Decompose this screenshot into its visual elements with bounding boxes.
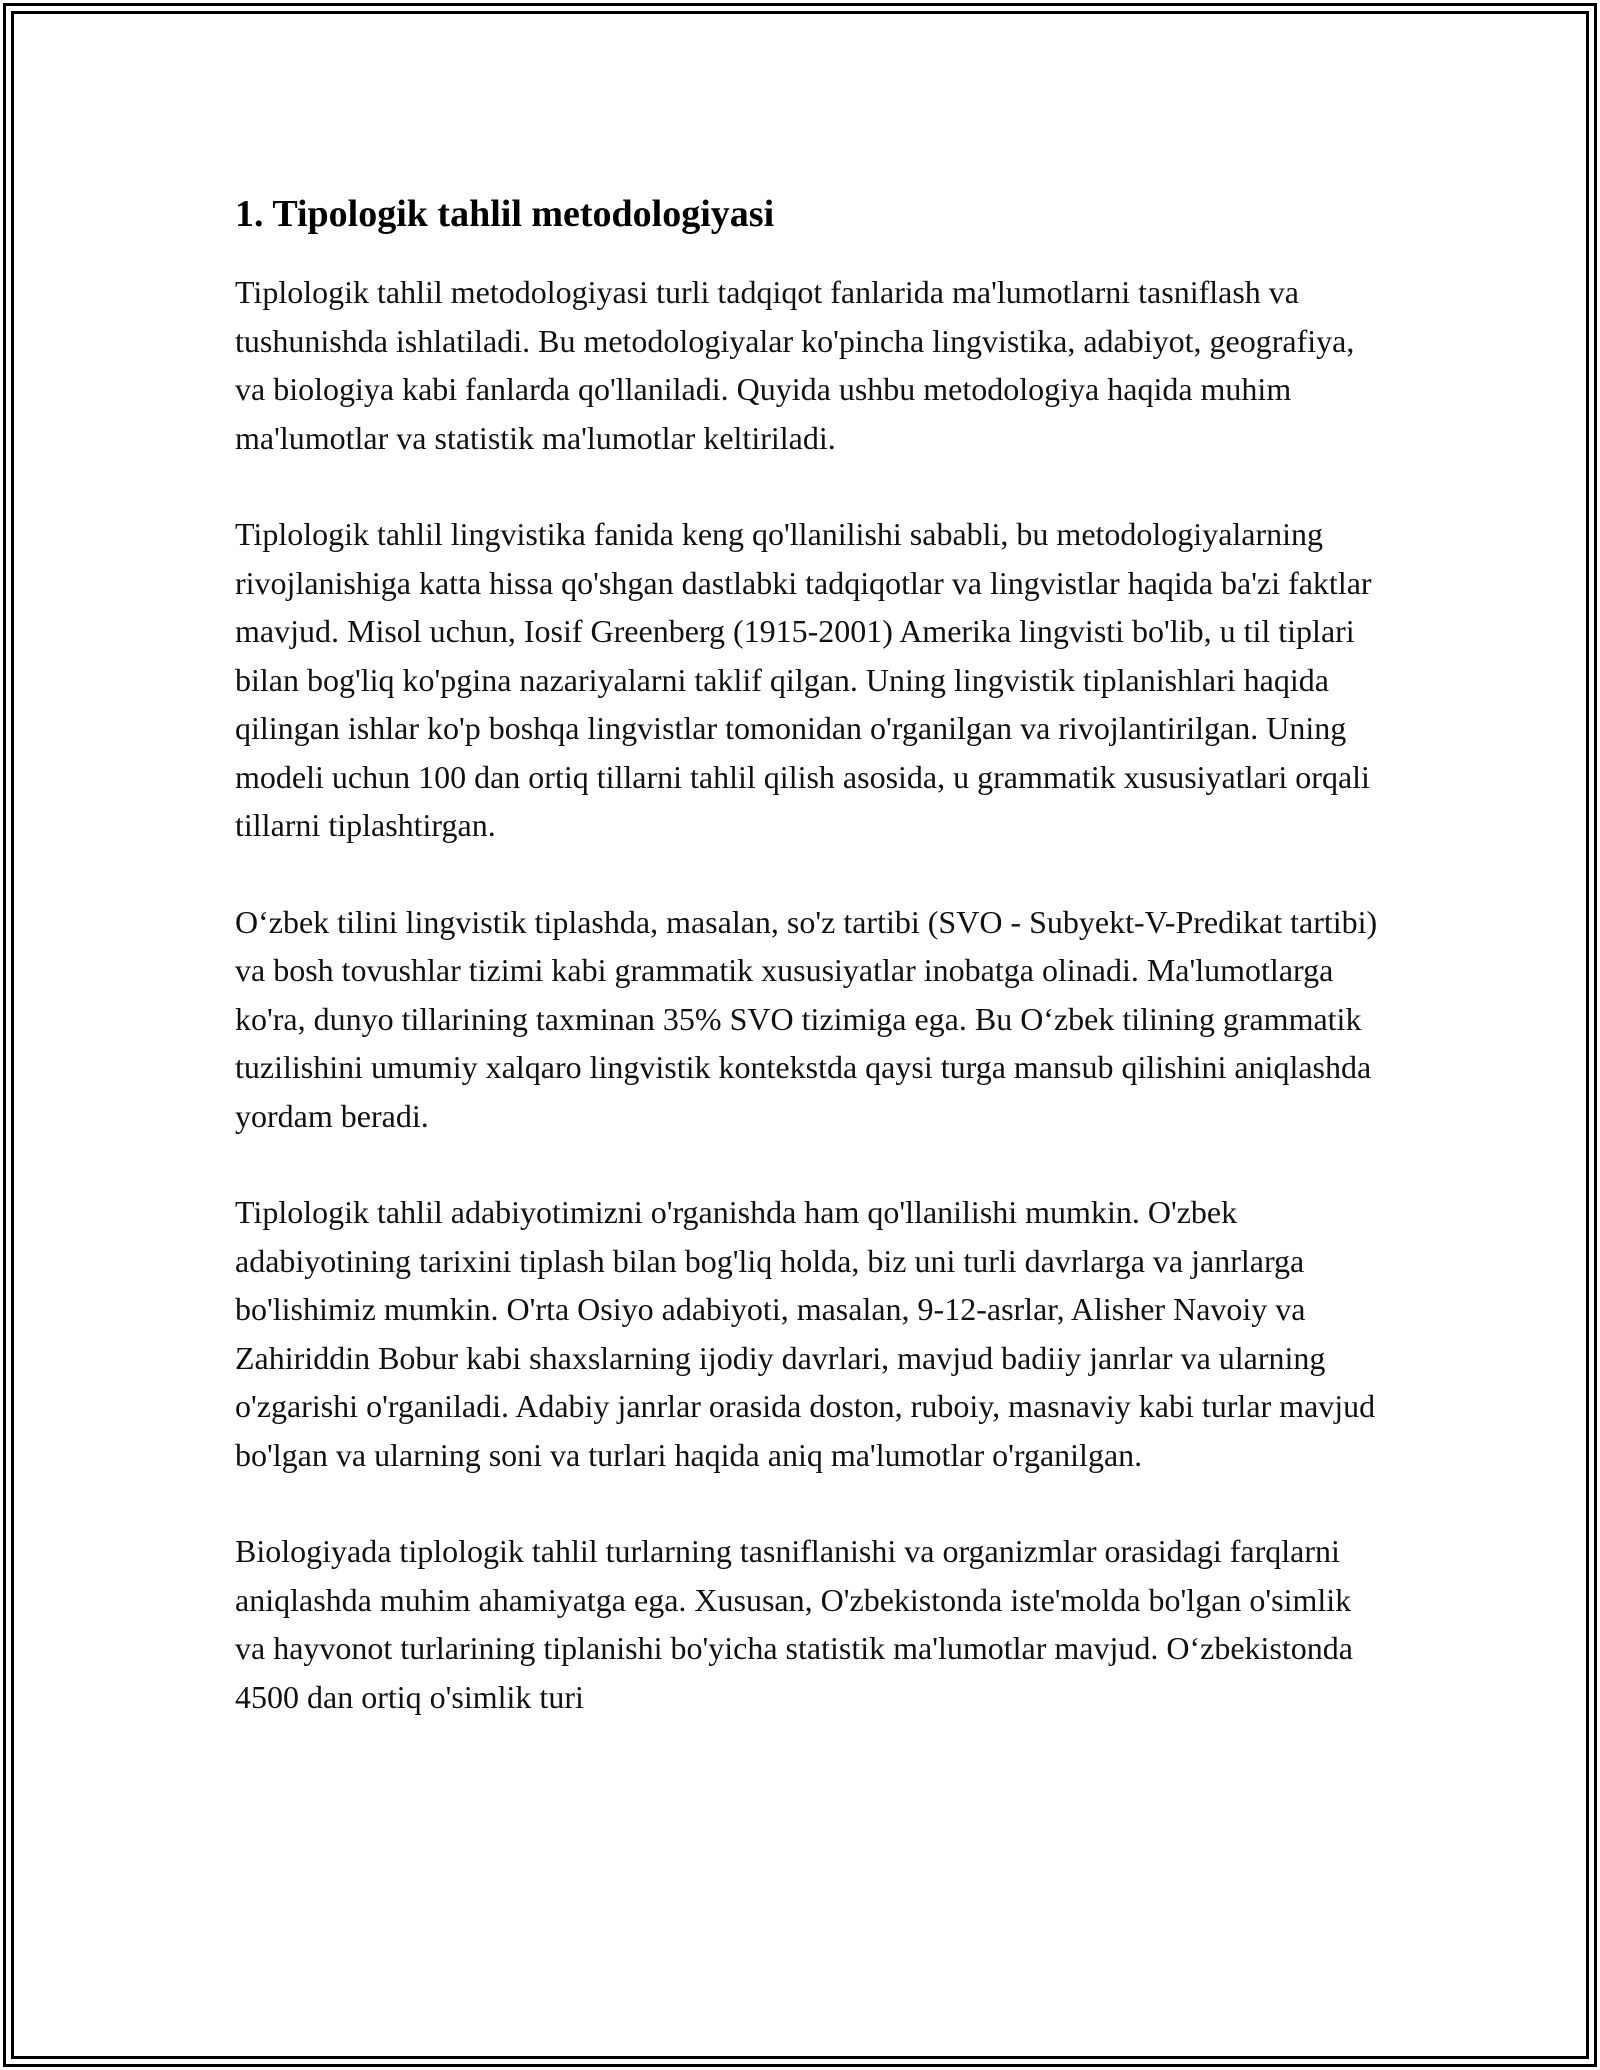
paragraph-uzbek-language: O‘zbek tilini lingvistik tiplashda, masalan, so'z tartibi (SVO - Subyekt-V-Predikat tartibi) va bosh tovushlar tizimi kabi grammatik xususiyatlar inobatga olinadi. Ma'lumotlarga ko'ra, dunyo tillarining taxminan 35% SVO tizimiga ega. Bu O‘zbek tilining grammatik tuzilishini umumiy xalqaro lingvistik kontekstda qaysi turga mansub qilishini aniqlashda yordam beradi. <box>235 903 1378 1134</box>
paragraph-literature: Tiplologik tahlil adabiyotimizni o'rganishda ham qo'llanilishi mumkin. O'zbek adabiyotining tarixini tiplash bilan bog'liq holda, biz uni turli davrlarga va janrlarga bo'lishimiz mumkin. O'rta Osiyo adabiyoti, masalan, 9-12-asrlar, Alisher Navoiy va Zahiriddin Bobur kabi shaxslarning ijodiy davrlari, mavjud badiiy janrlar va ularning o'zgarishi o'rganiladi. Adabiy janrlar orasida doston, ruboiy, masnaviy kabi turlar mavjud bo'lgan va ularning soni va turlari haqida aniq ma'lumotlar o'rganilgan. <box>235 1194 1376 1473</box>
section-heading: 1. Tipologik tahlil metodologiyasi <box>235 193 775 235</box>
paragraph-biology: Biologiyada tiplologik tahlil turlarning tasniflanishi va organizmlar orasidagi farqlarni aniqlashda muhim ahamiyatga ega. Xususan, O'zbekistonda iste'molda bo'lgan o'simlik va hayvonot turlarining tiplanishi bo'yicha statistik ma'lumotlar mavjud. O‘zbekistonda 4500 dan ortiq o'simlik turi <box>235 1533 1353 1715</box>
document-body <box>235 186 1385 1769</box>
paragraph-linguistics: Tiplologik tahlil lingvistika fanida keng qo'llanilishi sababli, bu metodologiyalarning rivojlanishiga katta hissa qo'shgan dastlabki tadqiqotlar va lingvistlar haqida ba'zi faktlar mavjud. Misol uchun, Iosif Greenberg (1915-2001) Amerika lingvisti bo'lib, u til tiplari bilan bog'liq ko'pgina nazariyalarni taklif qilgan. Uning lingvistik tiplanishlari haqida qilingan ishlar ko'p boshqa lingvistlar tomonidan o'rganilgan va rivojlantirilgan. Uning modeli uchun 100 dan ortiq tillarni tahlil qilish asosida, u grammatik xususiyatlari orqali tillarni tiplashtirgan. <box>235 516 1372 843</box>
paragraph-intro: Tiplologik tahlil metodologiyasi turli tadqiqot fanlarida ma'lumotlarni tasniflash va tushunishda ishlatiladi. Bu metodologiyalar ko'pincha lingvistika, adabiyot, geografiya, va biologiya kabi fanlarda qo'llaniladi. Quyida ushbu metodologiya haqida muhim ma'lumotlar va statistik ma'lumotlar keltiriladi. <box>235 274 1355 456</box>
